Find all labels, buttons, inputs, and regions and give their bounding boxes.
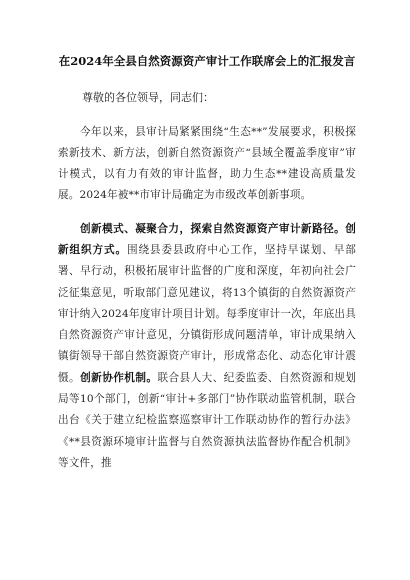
intro-paragraph: 今年以来，县审计局紧紧围绕“生态**”发展要求，积极探索新技术、新方法，创新自然资源资产“县域全覆盖季度审”审计模式，以有力有效的审计监督，助力生态**建设高质量发展。2024年被**市审计局确定为市级改革创新事项。: [58, 126, 356, 201]
document-title: 在2024年全县自然资源资产审计工作联席会上的汇报发言: [58, 54, 356, 68]
salutation: 尊敬的各位领导，同志们：: [82, 91, 214, 104]
section-text-collaboration: 联合县人大、纪委监委、自然资源和规划局等10个部门，创新“审计+多部门”协作联动监管机制，联合出台《关于建立纪检监察巡察审计工作联动协作的暂行办法》《**县资源环境审计监督与自然资源执法监督协作配合机制》等文件，推: [58, 371, 356, 469]
sub-heading-organization: 创新组织方式。: [58, 222, 356, 256]
sub-heading-collaboration: 创新协作机制。: [80, 371, 158, 384]
section-paragraph: [58, 219, 356, 475]
section-text-organization: 围绕县委县政府中心工作，坚持早谋划、早部署、早行动，积极拓展审计监督的广度和深度，年初向社会广泛征集意见，听取部门意见建议，将13个镇街的自然资源资产审计纳入2024年度审计项目计划。每季度审计一次，年底出具自然资源资产审计意见，分镇街形成问题清单，审计成果纳入镇街领导干部自然资源资产审计，形成常态化、动态化审计震慑。: [58, 243, 357, 384]
section-heading: 创新模式、凝聚合力，探索自然资源资产审计新路径。: [80, 222, 346, 235]
